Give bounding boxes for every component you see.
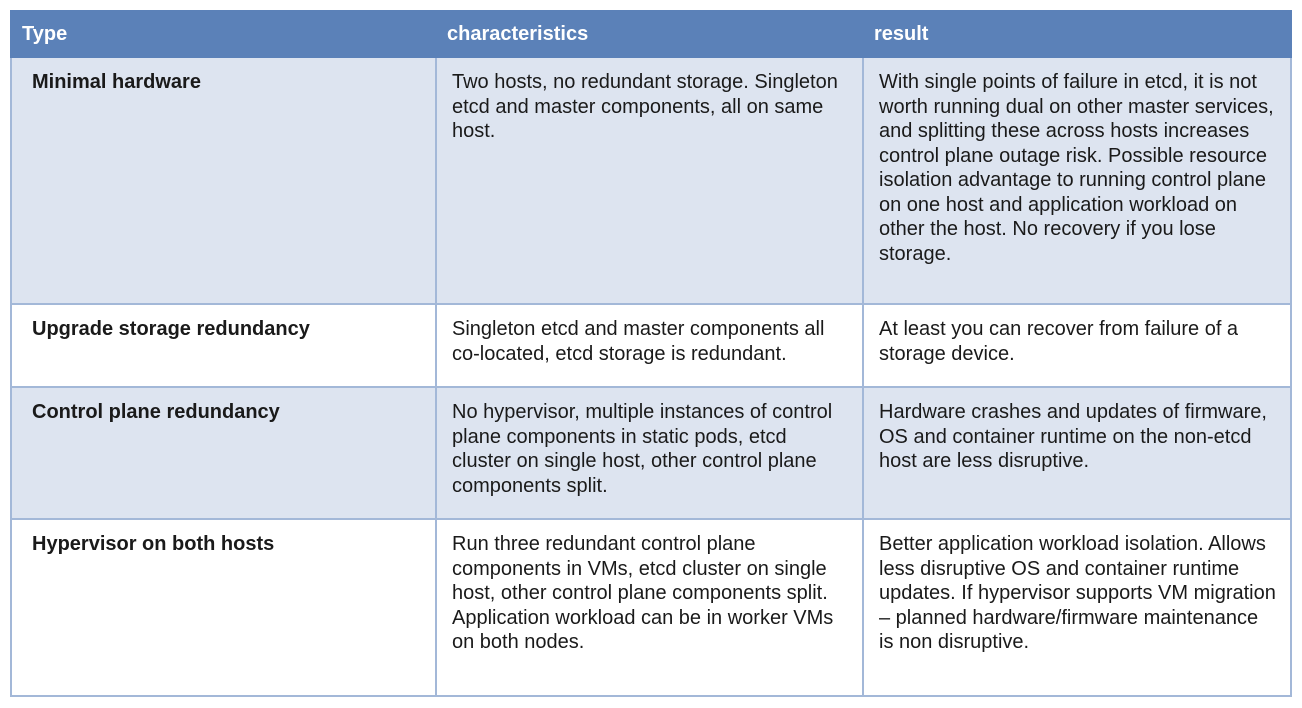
col-header-characteristics: characteristics (435, 10, 862, 58)
result-cell: At least you can recover from failure of a storage device. (862, 303, 1292, 386)
characteristics-cell: Run three redundant control plane components in VMs, etcd cluster on single host, other control plane components split. Application workload can be in worker VMs on both nodes. (435, 518, 862, 697)
result-cell: Better application workload isolation. Allows less disruptive OS and container runtime updates. If hypervisor supports VM migration – planned hardware/firmware maintenance is non disruptive. (862, 518, 1292, 697)
characteristics-cell: Singleton etcd and master components all co-located, etcd storage is redundant. (435, 303, 862, 386)
table-row (10, 518, 1292, 697)
result-cell: Hardware crashes and updates of firmware, OS and container runtime on the non-etcd host are less disruptive. (862, 386, 1292, 518)
table-row (10, 58, 1292, 303)
type-cell: Hypervisor on both hosts (10, 518, 435, 697)
col-header-type: Type (10, 10, 435, 58)
result-cell: With single points of failure in etcd, it is not worth running dual on other master services, and splitting these across hosts increases control plane outage risk. Possible resource isolation advantage to running control plane on one host and application workload on other the host. No recovery if you lose storage. (862, 58, 1292, 303)
characteristics-cell: Two hosts, no redundant storage. Singleton etcd and master components, all on same host. (435, 58, 862, 303)
type-cell: Minimal hardware (10, 58, 435, 303)
characteristics-cell: No hypervisor, multiple instances of control plane components in static pods, etcd cluster on single host, other control plane components split. (435, 386, 862, 518)
table-row (10, 303, 1292, 386)
type-cell: Control plane redundancy (10, 386, 435, 518)
header-row (10, 10, 1292, 58)
type-cell: Upgrade storage redundancy (10, 303, 435, 386)
ha-options-table (10, 10, 1292, 697)
table-row (10, 386, 1292, 518)
col-header-result: result (862, 10, 1292, 58)
